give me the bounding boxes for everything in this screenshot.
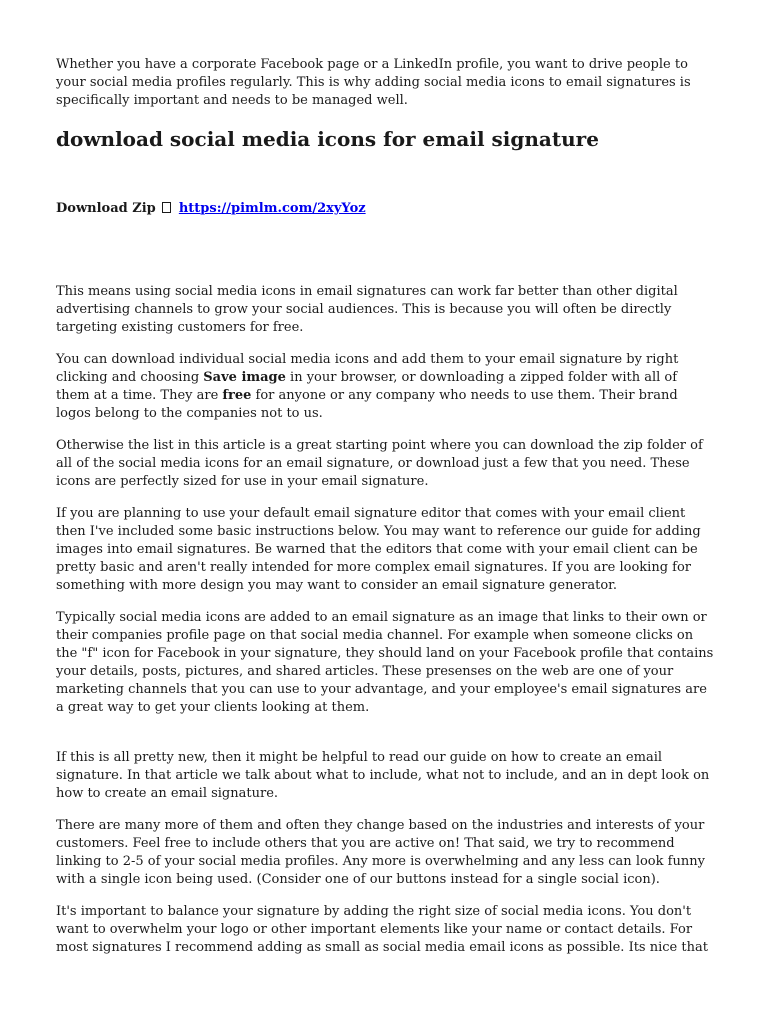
body-paragraph-3: Otherwise the list in this article is a great starting point where you can download the zip folder of all of the social media icons for an email signature, or download just a few that you need. These icons are perfectly sized for use in your email signature.	[56, 438, 703, 489]
paragraph-2-text-c: for anyone or any company who needs to use them. Their brand logos belong to the companies not to us.	[56, 388, 678, 421]
body-paragraph-7: There are many more of them and often they change based on the industries and interests of your customers. Feel free to include others that you are active on! That said, we try to recommend linking to 2-5 of your social media profiles. Any more is overwhelming and any less can look funny with a single icon being used. (Consider one of our buttons instead for a single social icon).	[56, 818, 705, 887]
free-emphasis: free	[222, 388, 252, 403]
body-paragraph-6: If this is all pretty new, then it might be helpful to read our guide on how to create an email signature. In that article we talk about what to include, what not to include, and an in dept look on how to create an email signature.	[56, 750, 710, 801]
paragraph-2-text-b: in your browser, or downloading a zipped folder with all of them at a time. They are	[56, 370, 678, 403]
body-paragraph-2	[56, 351, 714, 423]
body-paragraph-5: Typically social media icons are added to an email signature as an image that links to their own or their companies profile page on that social media channel. For example when someone clicks on the "f" icon for Facebook in your signature, they should land on your Facebook profile that contains your details, posts, pictures, and shared articles. These presenses on the web are one of your marketing channels that you can use to your advantage, and your employee's email signatures are a great way to get your clients looking at them.	[56, 610, 714, 715]
intro-paragraph: Whether you have a corporate Facebook page or a LinkedIn profile, you want to drive people to your social media profiles regularly. This is why adding social media icons to email signatures is specifically important and needs to be managed well.	[56, 57, 691, 108]
paragraph-2-text-a: You can download individual social media icons and add them to your email signature by right clicking and choosing	[56, 352, 679, 385]
body-paragraph-8: It's important to balance your signature by adding the right size of social media icons. You don't want to overwhelm your logo or other important elements like your name or contact details. For most signatures I recommend adding as small as social media email icons as possible. Its nice that	[56, 904, 708, 955]
page-title: download social media icons for email signature	[56, 127, 599, 151]
download-label: Download Zip	[56, 201, 156, 216]
missing-glyph-icon	[162, 202, 171, 213]
body-paragraph-1: This means using social media icons in email signatures can work far better than other digital advertising channels to grow your social audiences. This is because you will often be directly targeting existing customers for free.	[56, 284, 678, 335]
save-image-emphasis: Save image	[203, 370, 286, 385]
body-paragraph-4: If you are planning to use your default email signature editor that comes with your email client then I've included some basic instructions below. You may want to reference our guide for adding images into email signatures. Be warned that the editors that come with your email client can be pretty basic and aren't really intended for more complex email signatures. If you are looking for something with more design you may want to consider an email signature generator.	[56, 506, 701, 593]
download-link[interactable]: https://pimlm.com/2xyYoz	[178, 201, 366, 216]
download-row	[56, 200, 714, 218]
